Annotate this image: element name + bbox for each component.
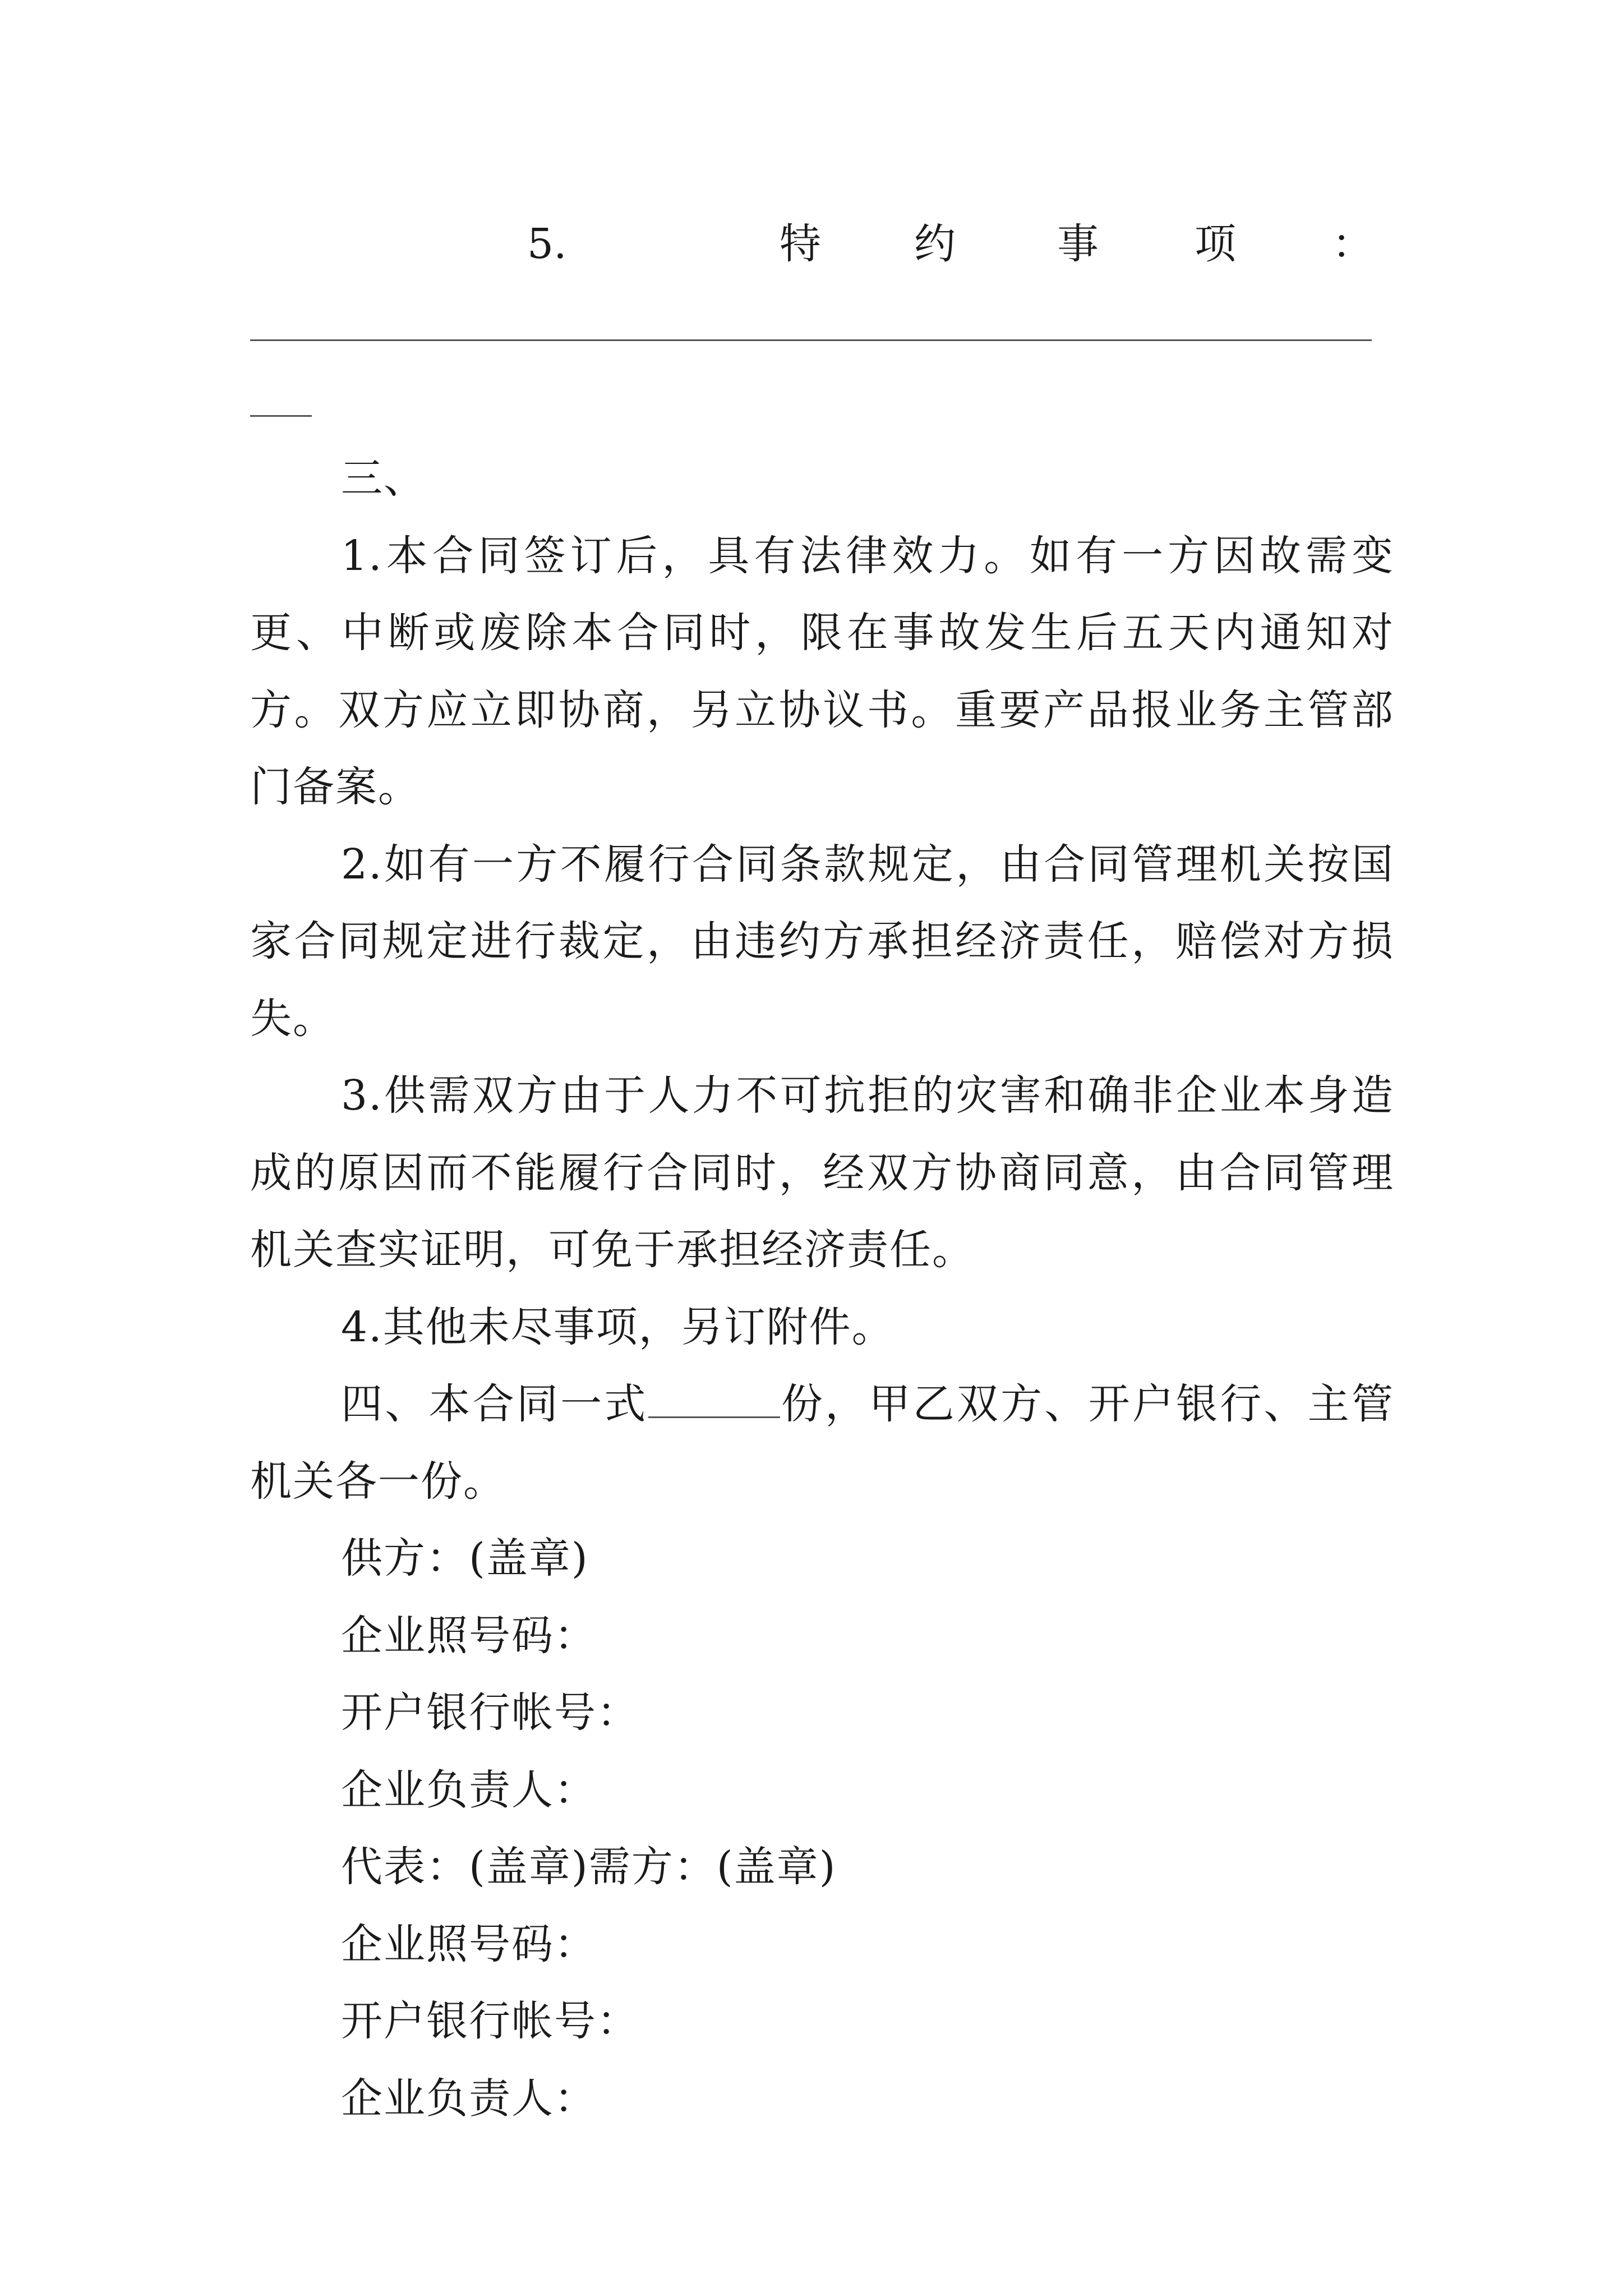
buyer-leader: 企业负责人： xyxy=(341,2074,597,2123)
copies-text-after: 份，甲乙双方、开户银行、主管机关各一份。 xyxy=(250,1380,1395,1506)
special-terms-fill-line xyxy=(250,339,1372,341)
special-terms-char: 特 xyxy=(780,220,821,268)
copies-text-before: 四、本合同一式 xyxy=(341,1380,648,1428)
clause-4: 4.其他未尽事项，另订附件。 xyxy=(341,1303,895,1351)
supplier-bank-account: 开户银行帐号： xyxy=(341,1688,639,1737)
special-terms-char: 约 xyxy=(914,220,956,268)
special-terms-heading xyxy=(0,213,1623,275)
clause-1: 1.本合同签订后，具有法律效力。如有一方因故需变更、中断或废除本合同时，限在事故发生后五天内通知对方。双方应立即协商，另立协议书。重要产品报业务主管部门备案。 xyxy=(250,531,1394,811)
supplier-license-number: 企业照号码： xyxy=(341,1611,597,1660)
contract-body xyxy=(250,440,1394,2137)
special-terms-fill-line-tail xyxy=(250,415,312,417)
buyer-license-number: 企业照号码： xyxy=(341,1920,597,1968)
supplier-leader: 企业负责人： xyxy=(341,1765,597,1814)
clause-3: 3.供需双方由于人力不可抗拒的灾害和确非企业本身造成的原因而不能履行合同时，经双方协商同意，由合同管理机关查实证明，可免于承担经济责任。 xyxy=(250,1071,1394,1274)
representative-buyer-party: 代表：(盖章)需方：(盖章) xyxy=(341,1843,837,1891)
clause-2: 2.如有一方不履行合同条款规定，由合同管理机关按国家合同规定进行裁定，由违约方承担经济责任，赔偿对方损失。 xyxy=(250,840,1394,1043)
supplier-party: 供方：(盖章) xyxy=(341,1534,589,1582)
buyer-bank-account: 开户银行帐号： xyxy=(341,1997,639,2045)
special-terms-number: 5. xyxy=(527,220,567,268)
section-three-heading: 三、 xyxy=(341,454,426,503)
special-terms-colon: ： xyxy=(1332,220,1373,268)
section-four xyxy=(250,1366,1394,1520)
special-terms-char: 事 xyxy=(1057,220,1099,268)
special-terms-char: 项 xyxy=(1195,220,1236,268)
copies-blank xyxy=(648,1383,780,1418)
